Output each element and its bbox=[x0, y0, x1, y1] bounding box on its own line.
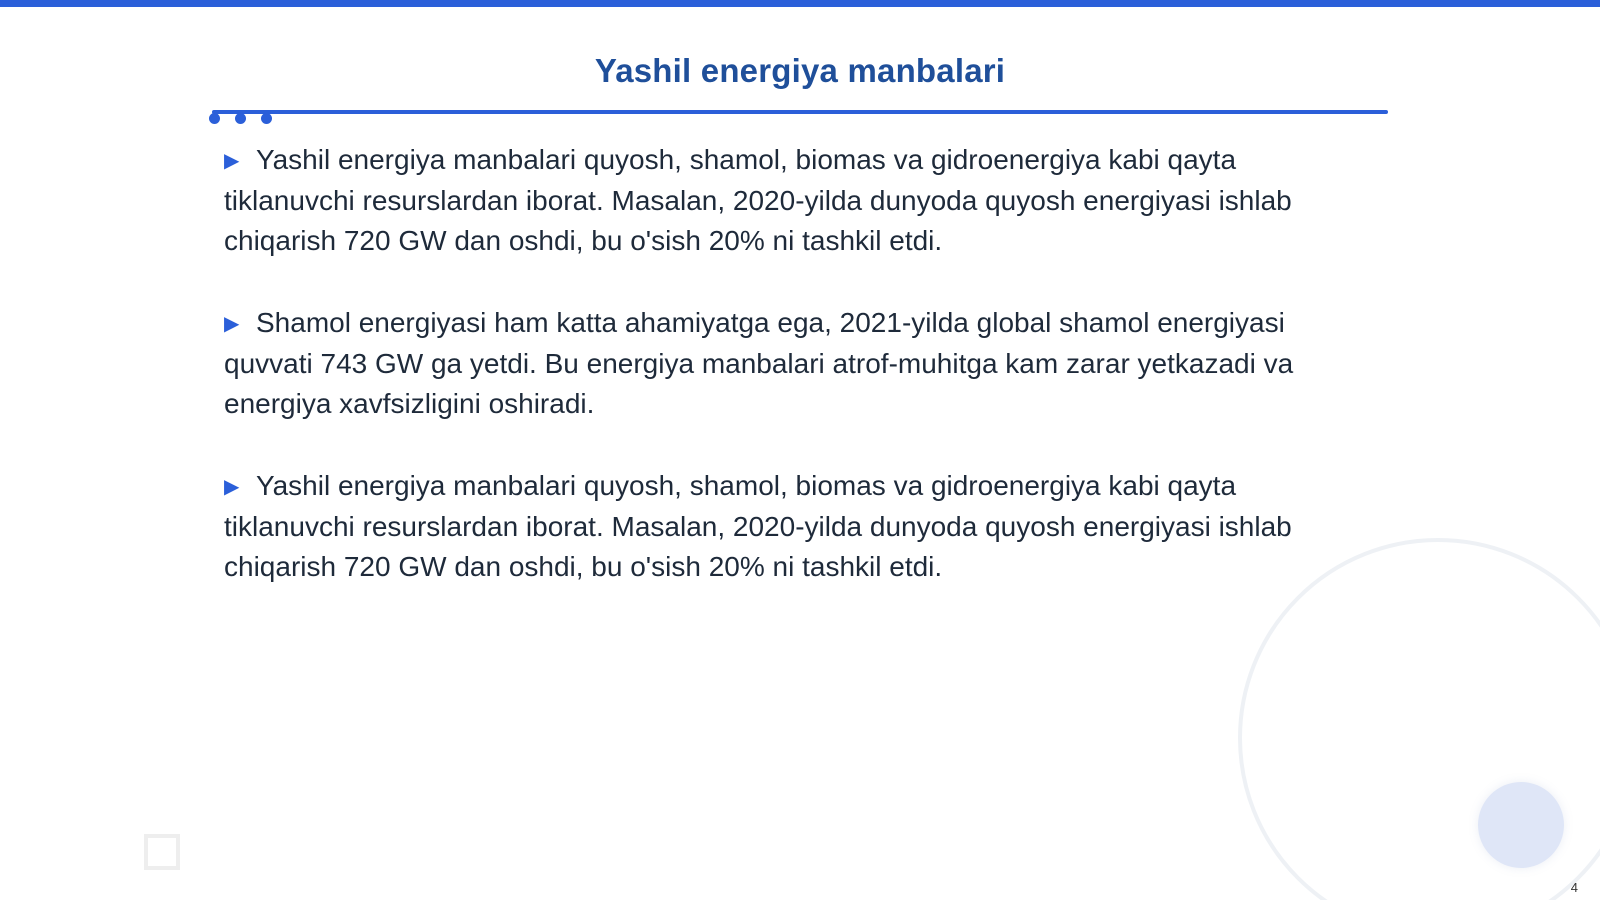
bullet-text: Yashil energiya manbalari quyosh, shamol, biomas va gidroenergiya kabi qayta tiklanuvchi resurslardan iborat. Masalan, 2020-yilda dunyoda quyosh energiyasi ishlab chiqarish 720 GW dan oshdi, bu o'sish 20% ni tashkil etdi. bbox=[224, 144, 1292, 256]
bullet-item bbox=[224, 140, 1364, 261]
bullet-text: Shamol energiyasi ham katta ahamiyatga ega, 2021-yilda global shamol energiyasi quvvati 743 GW ga yetdi. Bu energiya manbalari atrof-muhitga kam zarar yetkazadi va energiya xavfsizligini oshiradi. bbox=[224, 307, 1294, 419]
bullet-triangle-icon: ▶ bbox=[224, 313, 240, 335]
title-underline bbox=[212, 110, 1388, 114]
page-number: 4 bbox=[1570, 880, 1578, 895]
decor-dot bbox=[261, 113, 272, 124]
bullet-item bbox=[224, 466, 1364, 587]
decor-square-outline bbox=[144, 834, 180, 870]
decor-dot bbox=[209, 113, 220, 124]
slide-title: Yashil energiya manbalari bbox=[594, 52, 1006, 89]
bullet-triangle-icon: ▶ bbox=[224, 150, 240, 172]
decor-circle-filled bbox=[1478, 782, 1564, 868]
top-accent-bar bbox=[0, 0, 1600, 7]
bullet-item bbox=[224, 303, 1364, 424]
bullet-triangle-icon: ▶ bbox=[224, 476, 240, 498]
bullet-text: Yashil energiya manbalari quyosh, shamol, biomas va gidroenergiya kabi qayta tiklanuvchi resurslardan iborat. Masalan, 2020-yilda dunyoda quyosh energiyasi ishlab chiqarish 720 GW dan oshdi, bu o'sish 20% ni tashkil etdi. bbox=[224, 470, 1292, 582]
bullet-list bbox=[224, 140, 1364, 629]
decor-dot bbox=[235, 113, 246, 124]
